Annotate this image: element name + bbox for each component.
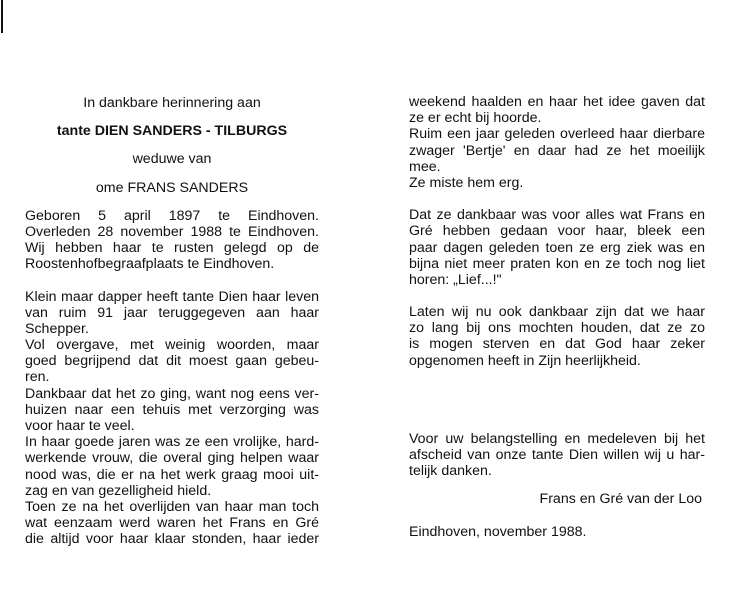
text-line: is mogen sterven en dat God haar zeker — [409, 336, 705, 353]
place-date: Eindhoven, november 1988. — [409, 523, 587, 540]
intro-line: In dankbare herinnering aan — [83, 95, 261, 111]
text-line: Ruim een jaar geleden overleed haar dierbare — [409, 126, 705, 143]
spouse-name: ome FRANS SANDERS — [95, 179, 249, 196]
text-line: zo lang bij ons mochten houden, dat ze zo — [409, 320, 705, 337]
text-line: ze er echt bij hoorde. — [409, 110, 542, 127]
text-line: wat eenzaam werd waren het Frans en Gré — [25, 515, 319, 532]
text-line: Laten wij nu ook dankbaar zijn dat we haar — [409, 304, 705, 321]
paragraph-gratitude — [409, 207, 705, 288]
text-line: In haar goede jaren was ze een vrolijke, hard- — [25, 434, 319, 451]
text-line: Roostenhofbegraafplaats te Eindhoven. — [25, 256, 275, 273]
text-line: Ze miste hem erg. — [409, 174, 524, 191]
paragraph-life — [25, 289, 319, 548]
paragraph-farewell — [409, 304, 705, 369]
text-line: Gré hebben gedaan voor haar, bleek een — [409, 223, 705, 240]
text-line: Dankbaar dat het zo ging, want nog eens ver- — [25, 385, 319, 402]
text-line: Toen ze na het overlijden van haar man toch — [25, 498, 319, 515]
text-line: zag en van gezelligheid hield. — [25, 482, 212, 499]
text-line: Overleden 28 november 1988 te Eindhoven. — [25, 223, 319, 240]
relation-line: weduwe van — [132, 151, 212, 168]
text-line: van ruim 91 jaar teruggegeven aan haar — [25, 304, 319, 321]
text-line: Vol overgave, met weinig woorden, maar — [25, 337, 319, 354]
text-line: bijna niet meer praten kon en ze toch nog liet — [409, 255, 705, 272]
signature: Frans en Gré van der Loo — [539, 491, 702, 508]
text-line: horen: „Lief...!" — [409, 271, 502, 288]
text-line: nood was, die er na het werk graag mooi uit- — [25, 466, 319, 483]
text-line: werkende vrouw, die overal ging helpen waar — [25, 450, 319, 467]
text-line: zwager 'Bertje' en daar had ze het moeilijk — [409, 142, 705, 159]
text-line: afscheid van onze tante Dien willen wij u har- — [409, 447, 705, 463]
deceased-name: tante DIEN SANDERS - TILBURGS — [56, 123, 288, 140]
right-column — [409, 94, 705, 540]
text-line: Schepper. — [25, 320, 89, 337]
text-line: mee. — [409, 158, 441, 175]
text-line: die altijd voor haar klaar stonden, haar ieder — [25, 531, 319, 548]
text-line: Klein maar dapper heeft tante Dien haar leven — [25, 288, 319, 305]
text-line: weekend haalden en haar het idee gaven dat — [409, 94, 705, 110]
paragraph-birth-death — [25, 208, 319, 273]
text-line: goed begrijpend dat dit moest gaan gebeu- — [25, 353, 319, 370]
paragraph-weekend — [409, 94, 705, 191]
text-line: Geboren 5 april 1897 te Eindhoven. — [25, 207, 319, 224]
header-block — [25, 95, 319, 196]
scan-edge-mark — [1, 0, 3, 33]
text-line: voor haar te veel. — [25, 418, 135, 434]
text-line: Dat ze dankbaar was voor alles wat Frans en — [409, 207, 705, 224]
text-line: Wij hebben haar te rusten gelegd op de — [25, 240, 319, 257]
text-line: telijk danken. — [409, 463, 492, 480]
text-line: huizen naar een tehuis met verzorging was — [25, 401, 319, 418]
paragraph-thanks — [409, 431, 705, 480]
text-line: Voor uw belangstelling en medeleven bij het — [409, 430, 705, 447]
text-line: paar dagen geleden toen ze erg ziek was en — [409, 239, 705, 256]
text-line: ren. — [25, 369, 50, 386]
text-line: opgenomen heeft in Zijn heerlijkheid. — [409, 352, 641, 369]
left-column — [25, 95, 319, 548]
